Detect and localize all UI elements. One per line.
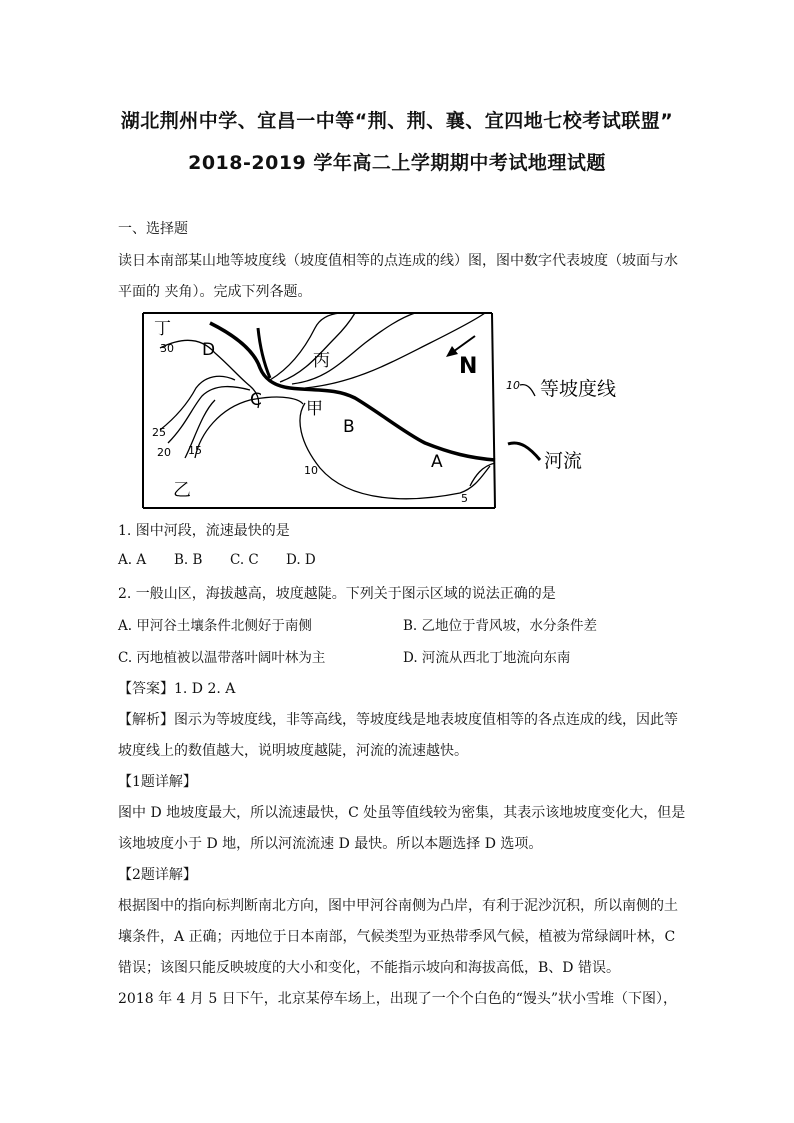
map-frame-right (492, 313, 495, 508)
q1-option-b: B. B (174, 552, 203, 568)
detail-1-heading: 【1题详解】 (118, 774, 197, 790)
q1-option-a: A. A (118, 552, 147, 568)
q2-option-a: A. 甲河谷土壤条件北侧好于南侧 (118, 618, 312, 634)
slope-20: 20 (157, 446, 171, 459)
slope-10: 10 (304, 464, 318, 477)
detail-2-line-2: 壤条件，A 正确；丙地位于日本南部，气候类型为亚热带季风气候，植被为常绿阔叶林，C (118, 929, 676, 945)
q1-option-c: C. C (230, 552, 259, 568)
contour-upper-4 (305, 313, 485, 388)
label-bing: 丙 (313, 351, 330, 371)
intro-line-1: 读日本南部某山地等坡度线（坡度值相等的点连成的线）图，图中数字代表坡度（坡面与水 (118, 253, 678, 269)
label-jia: 甲 (306, 399, 323, 419)
label-b: B (343, 417, 355, 437)
section-heading: 一、选择题 (118, 221, 188, 237)
contour-5 (470, 463, 495, 486)
contour-inner-1 (168, 387, 250, 443)
label-a: A (431, 452, 443, 472)
question-2: 2. 一般山区，海拔越高，坡度越陡。下列关于图示区域的说法正确的是 (118, 586, 556, 602)
question-1: 1. 图中河段，流速最快的是 (118, 523, 290, 539)
north-arrow-head (446, 346, 458, 357)
q2-option-c: C. 丙地植被以温带落叶阔叶林为主 (118, 650, 326, 666)
slope-5: 5 (461, 492, 468, 505)
q2-option-b: B. 乙地位于背风坡，水分条件差 (403, 618, 598, 634)
label-yi: 乙 (173, 480, 191, 501)
contour-10 (300, 403, 490, 499)
legend-river-line (508, 443, 540, 460)
answer-line: 【答案】1. D 2. A (118, 681, 236, 697)
analysis-line-2: 坡度线上的数值越大，说明坡度越陡，河流的流速越快。 (118, 743, 468, 759)
q1-option-d: D. D (286, 552, 316, 568)
slope-25: 25 (152, 426, 166, 439)
slope-30: 30 (160, 342, 174, 355)
detail-2-line-1: 根据图中的指向标判断南北方向，图中甲河谷南侧为凸岸，有利于泥沙沉积，所以南侧的土 (118, 898, 678, 914)
label-ding: 丁 (154, 319, 171, 339)
slope-15: 15 (188, 444, 202, 457)
next-question-intro: 2018 年 4 月 5 日下午，北京某停车场上，出现了一个个白色的“馒头”状小雪堆（下图）， (118, 991, 678, 1007)
detail-2-line-3: 错误；该图只能反映坡度的大小和变化，不能指示坡向和海拔高低，B、D 错误。 (118, 960, 620, 976)
label-north: N (459, 354, 478, 379)
label-d: D (202, 340, 216, 360)
legend-contour-line (520, 385, 535, 396)
contour-15 (195, 397, 303, 458)
contour-upper-3 (292, 313, 415, 384)
slope-contour-map (140, 308, 660, 513)
intro-line-2: 平面的 夹角）。完成下列各题。 (118, 284, 312, 300)
legend-contour-text: 等坡度线 (540, 378, 617, 400)
detail-1-line-2: 该地坡度小于 D 地，所以河流流速 D 最快。所以本题选择 D 选项。 (118, 836, 543, 852)
q2-option-d: D. 河流从西北丁地流向东南 (403, 650, 571, 666)
legend-contour-number: 10 (506, 379, 520, 392)
title-line-2: 2018-2019 学年高二上学期期中考试地理试题 (188, 152, 606, 174)
label-c: C (250, 390, 262, 410)
detail-1-line-1: 图中 D 地坡度最大，所以流速最快，C 处虽等值线较为密集，其表示该地坡度变化大，但是 (118, 805, 686, 821)
legend-river-text: 河流 (544, 450, 583, 472)
title-line-1: 湖北荆州中学、宜昌一中等“荆、荆、襄、宜四地七校考试联盟” (120, 110, 674, 132)
analysis-line-1: 【解析】图示为等坡度线，非等高线，等坡度线是地表坡度值相等的各点连成的线，因此等 (118, 712, 678, 728)
detail-2-heading: 【2题详解】 (118, 867, 197, 883)
